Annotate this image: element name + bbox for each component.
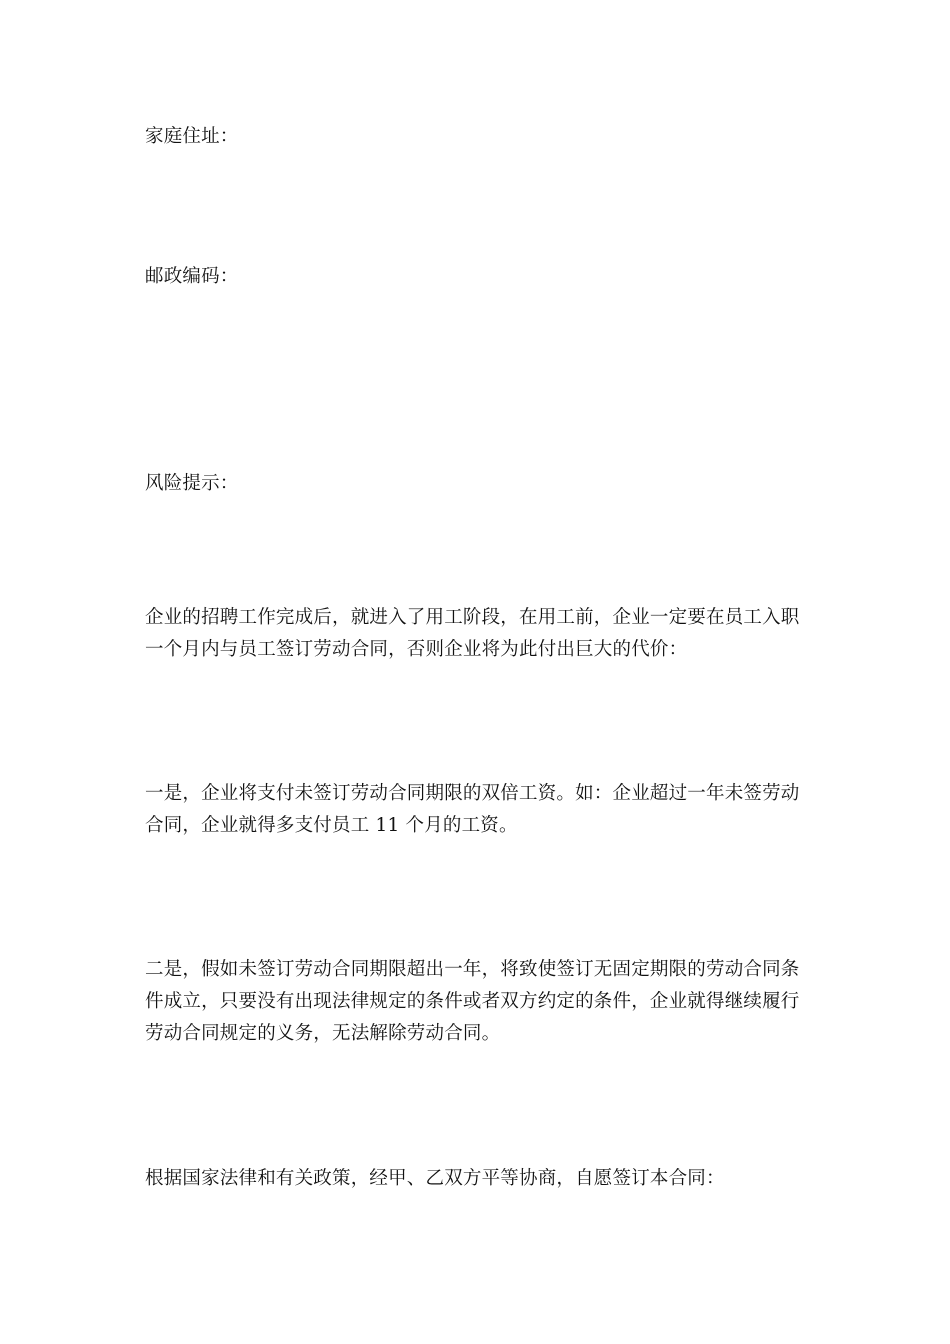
postal-code-label: 邮政编码： — [145, 266, 239, 287]
risk-point-two: 二是，假如未签订劳动合同期限超出一年，将致使签订无固定期限的劳动合同条件成立，只要没有出现法律规定的条件或者双方约定的条件，企业就得继续履行劳动合同规定的义务，无法解除劳动合同。 — [145, 959, 800, 1044]
home-address-label: 家庭住址： — [145, 126, 239, 147]
contract-basis-paragraph: 根据国家法律和有关政策，经甲、乙双方平等协商，自愿签订本合同： — [145, 1168, 725, 1189]
risk-notice-heading: 风险提示： — [145, 473, 239, 494]
risk-intro-paragraph: 企业的招聘工作完成后，就进入了用工阶段，在用工前，企业一定要在员工入职一个月内与员工签订劳动合同，否则企业将为此付出巨大的代价： — [145, 607, 800, 660]
risk-point-one: 一是，企业将支付未签订劳动合同期限的双倍工资。如：企业超过一年未签劳动合同，企业就得多支付员工 11 个月的工资。 — [145, 783, 800, 836]
